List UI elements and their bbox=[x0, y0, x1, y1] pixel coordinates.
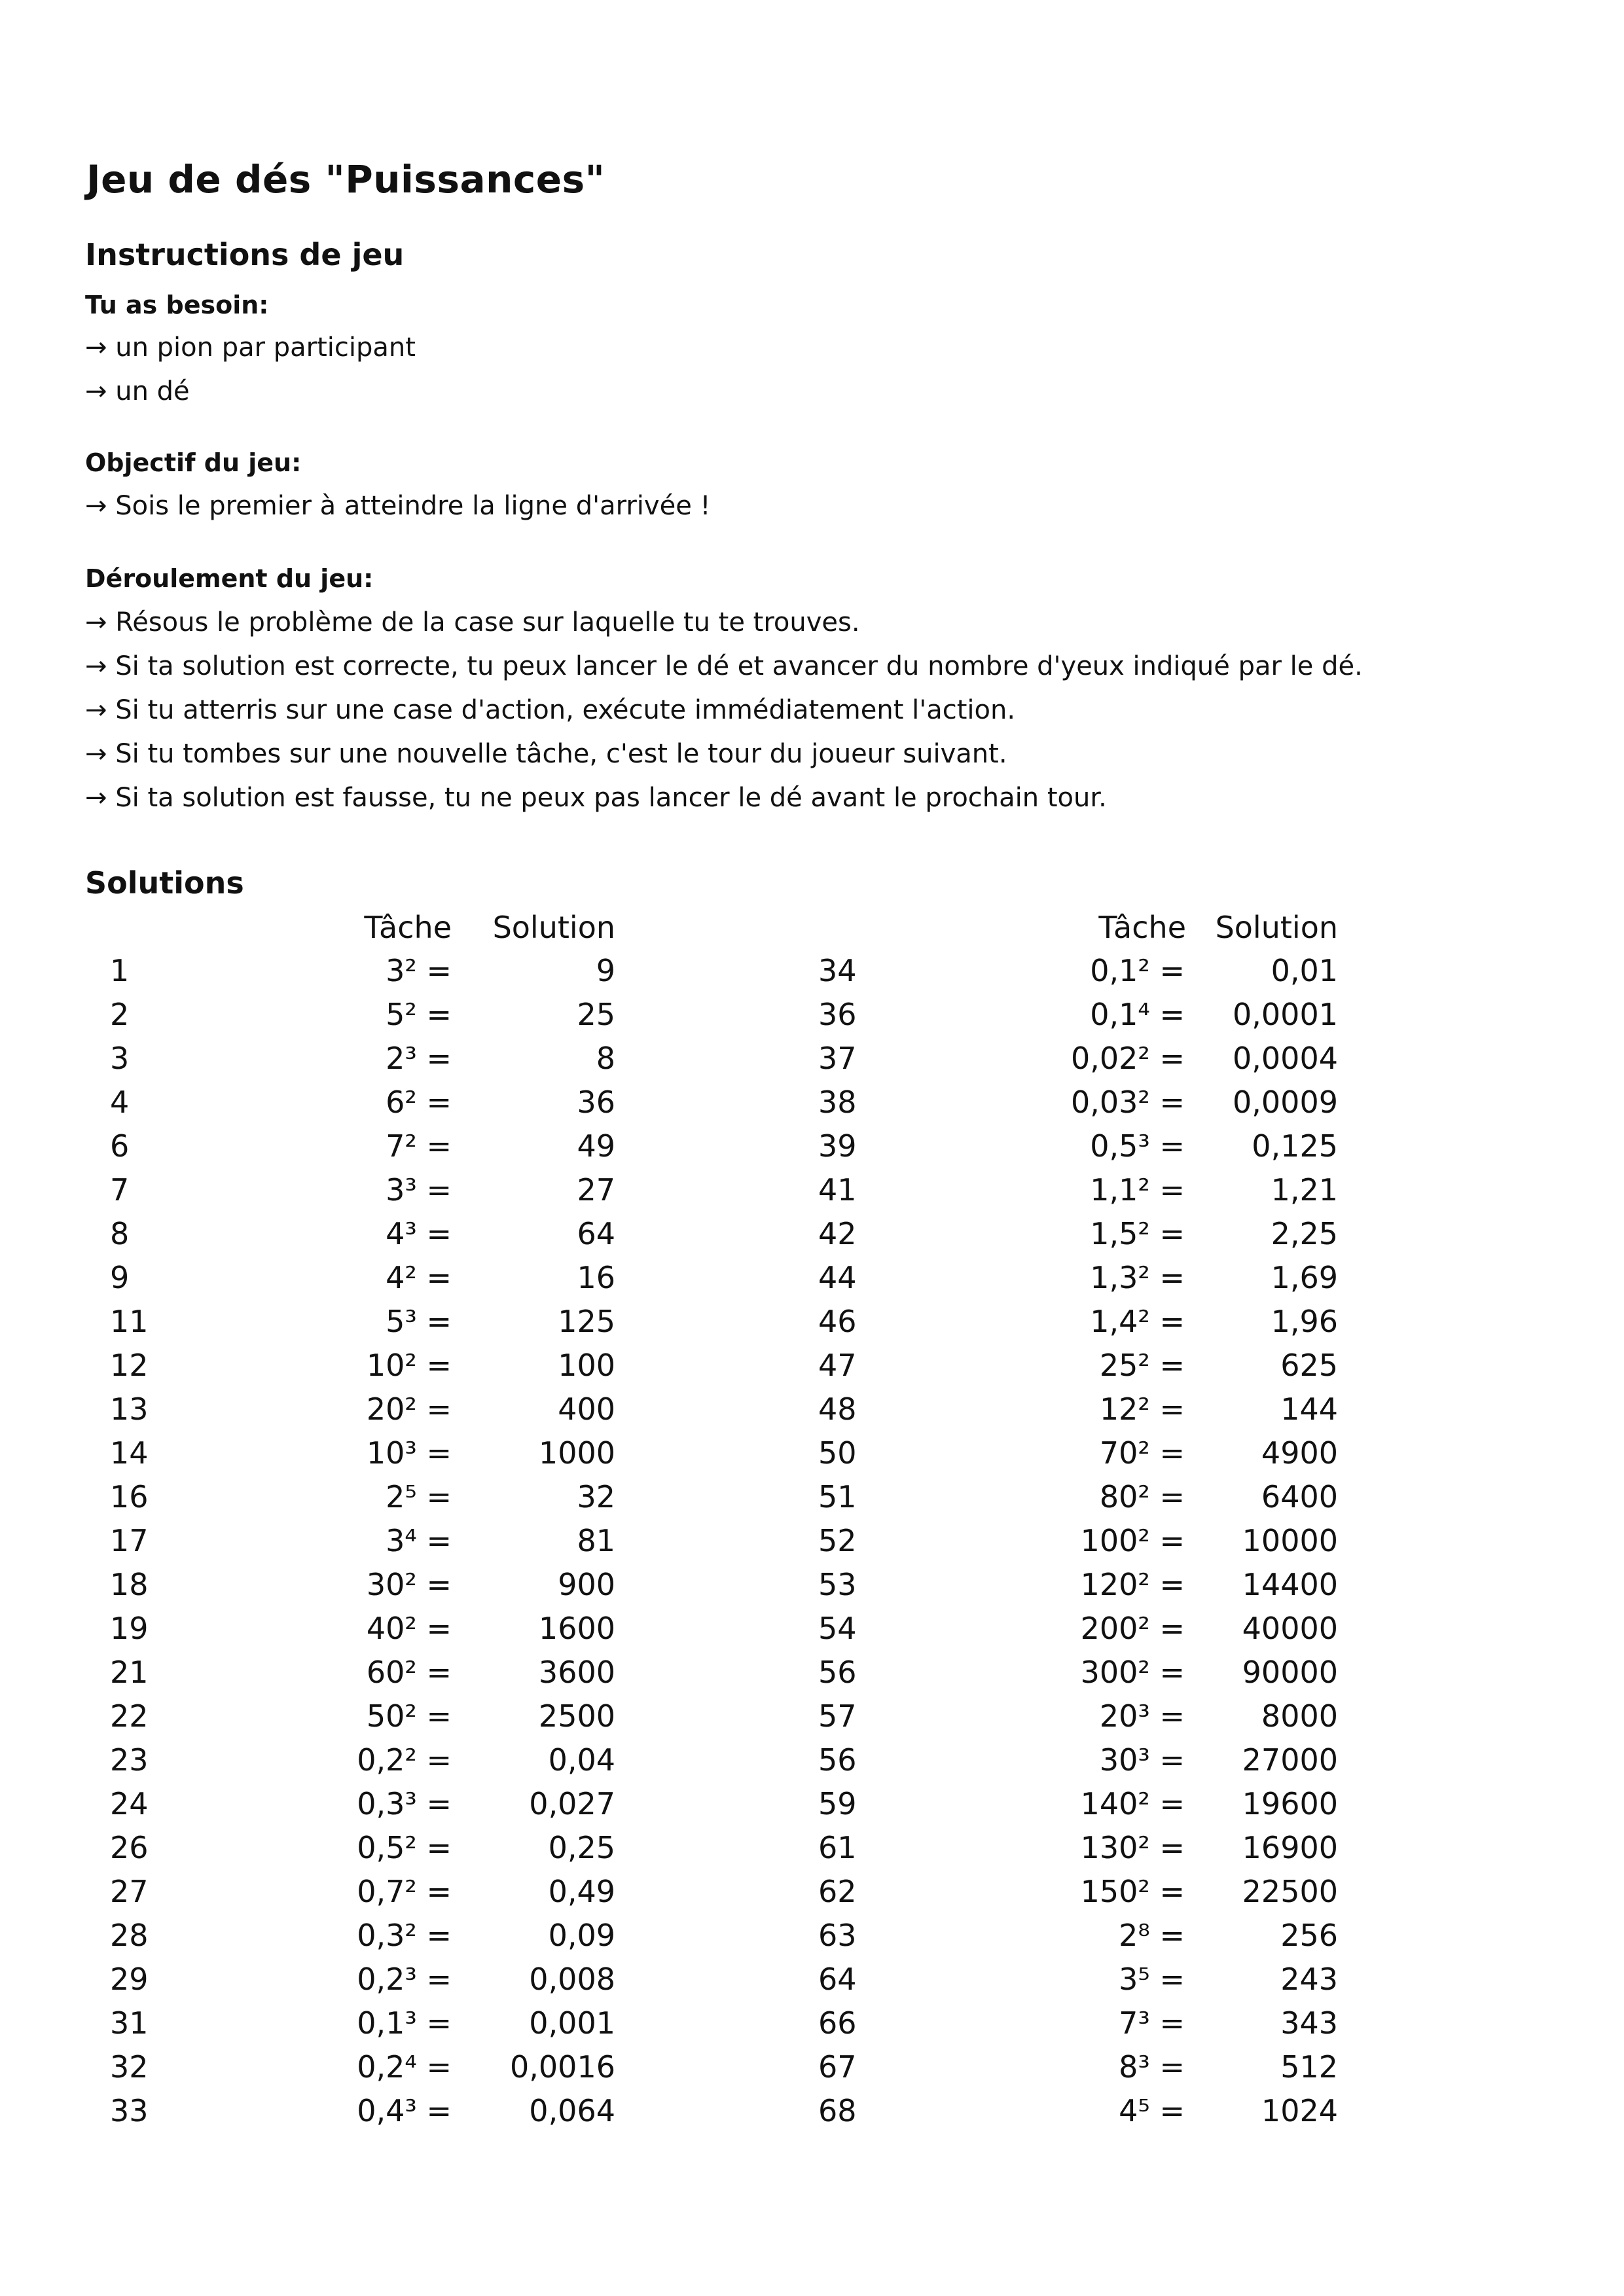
task-expression: 0,3² = bbox=[357, 1918, 452, 1953]
solution-column-header: Solution bbox=[492, 910, 615, 945]
task-solution: 2500 bbox=[538, 1698, 615, 1734]
task-solution: 0,0001 bbox=[1233, 997, 1338, 1032]
task-solution: 19600 bbox=[1242, 1786, 1338, 1821]
task-expression: 6² = bbox=[386, 1085, 452, 1120]
task-expression: 25² = bbox=[1099, 1348, 1185, 1383]
task-solution: 8 bbox=[596, 1041, 615, 1076]
task-solution: 1,21 bbox=[1271, 1172, 1338, 1208]
task-solution: 1024 bbox=[1261, 2093, 1338, 2128]
task-expression: 0,5³ = bbox=[1090, 1128, 1185, 1164]
task-solution: 0,0016 bbox=[510, 2049, 615, 2085]
task-solution: 10000 bbox=[1242, 1523, 1338, 1558]
task-number: 42 bbox=[818, 1216, 857, 1251]
task-number: 63 bbox=[818, 1918, 857, 1953]
task-solution: 27 bbox=[577, 1172, 615, 1208]
task-expression: 5³ = bbox=[386, 1304, 452, 1339]
task-number: 44 bbox=[818, 1260, 857, 1295]
task-expression: 2⁸ = bbox=[1119, 1918, 1185, 1953]
task-solution: 1,96 bbox=[1271, 1304, 1338, 1339]
task-expression: 100² = bbox=[1080, 1523, 1185, 1558]
task-solution: 0,064 bbox=[529, 2093, 615, 2128]
task-number: 32 bbox=[110, 2049, 149, 2085]
task-solution: 8000 bbox=[1261, 1698, 1338, 1734]
task-expression: 0,2³ = bbox=[357, 1962, 452, 1997]
task-solution: 1000 bbox=[538, 1435, 615, 1471]
task-solution: 0,25 bbox=[548, 1830, 615, 1865]
task-expression: 2⁵ = bbox=[386, 1479, 452, 1515]
task-expression: 0,7² = bbox=[357, 1874, 452, 1909]
task-expression: 5² = bbox=[386, 997, 452, 1032]
task-solution: 900 bbox=[558, 1567, 615, 1602]
task-expression: 3³ = bbox=[386, 1172, 452, 1208]
task-number: 24 bbox=[110, 1786, 149, 1821]
task-solution: 22500 bbox=[1242, 1874, 1338, 1909]
task-number: 9 bbox=[110, 1260, 130, 1295]
task-solution: 125 bbox=[558, 1304, 615, 1339]
task-number: 53 bbox=[818, 1567, 857, 1602]
task-expression: 7² = bbox=[386, 1128, 452, 1164]
task-column-header: Tâche bbox=[364, 910, 452, 945]
task-number: 11 bbox=[110, 1304, 149, 1339]
task-number: 28 bbox=[110, 1918, 149, 1953]
task-solution: 16900 bbox=[1242, 1830, 1338, 1865]
task-expression: 4² = bbox=[386, 1260, 452, 1295]
task-column-header: Tâche bbox=[1098, 910, 1186, 945]
task-solution: 1600 bbox=[538, 1611, 615, 1646]
task-number: 61 bbox=[818, 1830, 857, 1865]
task-solution: 14400 bbox=[1242, 1567, 1338, 1602]
task-number: 1 bbox=[110, 953, 130, 988]
task-solution: 4900 bbox=[1261, 1435, 1338, 1471]
task-expression: 12² = bbox=[1099, 1391, 1185, 1427]
task-solution: 0,04 bbox=[548, 1742, 615, 1778]
task-number: 26 bbox=[110, 1830, 149, 1865]
task-expression: 10³ = bbox=[366, 1435, 452, 1471]
task-expression: 50² = bbox=[366, 1698, 452, 1734]
task-solution: 100 bbox=[558, 1348, 615, 1383]
task-solution: 0,49 bbox=[548, 1874, 615, 1909]
task-solution: 343 bbox=[1280, 2005, 1338, 2041]
task-number: 57 bbox=[818, 1698, 857, 1734]
flow-item: → Si ta solution est correcte, tu peux lancer le dé et avancer du nombre d'yeux indiqué par le dé. bbox=[85, 651, 1363, 681]
task-expression: 3⁵ = bbox=[1119, 1962, 1185, 1997]
flow-item: → Si tu atterris sur une case d'action, exécute immédiatement l'action. bbox=[85, 695, 1016, 725]
task-number: 14 bbox=[110, 1435, 149, 1471]
task-solution: 81 bbox=[577, 1523, 615, 1558]
task-expression: 0,2² = bbox=[357, 1742, 452, 1778]
task-solution: 0,0004 bbox=[1233, 1041, 1338, 1076]
task-solution: 2,25 bbox=[1271, 1216, 1338, 1251]
task-solution: 40000 bbox=[1242, 1611, 1338, 1646]
task-number: 6 bbox=[110, 1128, 130, 1164]
task-expression: 0,02² = bbox=[1070, 1041, 1185, 1076]
task-solution: 0,001 bbox=[529, 2005, 615, 2041]
task-expression: 0,03² = bbox=[1070, 1085, 1185, 1120]
task-number: 59 bbox=[818, 1786, 857, 1821]
task-solution: 64 bbox=[577, 1216, 615, 1251]
task-number: 56 bbox=[818, 1655, 857, 1690]
task-expression: 140² = bbox=[1080, 1786, 1185, 1821]
task-number: 31 bbox=[110, 2005, 149, 2041]
task-expression: 1,1² = bbox=[1090, 1172, 1185, 1208]
task-solution: 49 bbox=[577, 1128, 615, 1164]
task-solution: 0,09 bbox=[548, 1918, 615, 1953]
task-expression: 1,3² = bbox=[1090, 1260, 1185, 1295]
task-expression: 0,1³ = bbox=[357, 2005, 452, 2041]
task-number: 19 bbox=[110, 1611, 149, 1646]
solution-column-header: Solution bbox=[1215, 910, 1338, 945]
goal-heading: Objectif du jeu: bbox=[85, 448, 302, 477]
task-number: 12 bbox=[110, 1348, 149, 1383]
task-number: 36 bbox=[818, 997, 857, 1032]
task-expression: 1,4² = bbox=[1090, 1304, 1185, 1339]
task-expression: 0,1² = bbox=[1090, 953, 1185, 988]
flow-item: → Si tu tombes sur une nouvelle tâche, c'est le tour du joueur suivant. bbox=[85, 739, 1007, 769]
task-expression: 300² = bbox=[1080, 1655, 1185, 1690]
task-solution: 0,0009 bbox=[1233, 1085, 1338, 1120]
task-number: 54 bbox=[818, 1611, 857, 1646]
task-expression: 60² = bbox=[366, 1655, 452, 1690]
task-number: 16 bbox=[110, 1479, 149, 1515]
needs-item: → un pion par participant bbox=[85, 332, 416, 363]
task-solution: 1,69 bbox=[1271, 1260, 1338, 1295]
solutions-heading: Solutions bbox=[85, 865, 244, 901]
task-number: 48 bbox=[818, 1391, 857, 1427]
task-solution: 90000 bbox=[1242, 1655, 1338, 1690]
task-expression: 8³ = bbox=[1119, 2049, 1185, 2085]
flow-item: → Si ta solution est fausse, tu ne peux pas lancer le dé avant le prochain tour. bbox=[85, 783, 1107, 813]
task-number: 21 bbox=[110, 1655, 149, 1690]
task-solution: 400 bbox=[558, 1391, 615, 1427]
task-number: 46 bbox=[818, 1304, 857, 1339]
task-solution: 16 bbox=[577, 1260, 615, 1295]
task-number: 8 bbox=[110, 1216, 130, 1251]
task-number: 67 bbox=[818, 2049, 857, 2085]
task-solution: 0,027 bbox=[529, 1786, 615, 1821]
task-expression: 0,2⁴ = bbox=[357, 2049, 452, 2085]
task-expression: 3² = bbox=[386, 953, 452, 988]
task-expression: 0,5² = bbox=[357, 1830, 452, 1865]
task-number: 2 bbox=[110, 997, 130, 1032]
page-title: Jeu de dés "Puissances" bbox=[86, 157, 605, 202]
task-number: 27 bbox=[110, 1874, 149, 1909]
task-expression: 130² = bbox=[1080, 1830, 1185, 1865]
task-number: 13 bbox=[110, 1391, 149, 1427]
needs-heading: Tu as besoin: bbox=[85, 291, 269, 319]
task-number: 18 bbox=[110, 1567, 149, 1602]
task-number: 56 bbox=[818, 1742, 857, 1778]
task-number: 47 bbox=[818, 1348, 857, 1383]
task-expression: 0,4³ = bbox=[357, 2093, 452, 2128]
task-solution: 256 bbox=[1280, 1918, 1338, 1953]
task-number: 7 bbox=[110, 1172, 130, 1208]
task-number: 62 bbox=[818, 1874, 857, 1909]
task-solution: 32 bbox=[577, 1479, 615, 1515]
task-number: 39 bbox=[818, 1128, 857, 1164]
task-number: 37 bbox=[818, 1041, 857, 1076]
task-number: 64 bbox=[818, 1962, 857, 1997]
task-expression: 20³ = bbox=[1099, 1698, 1185, 1734]
task-expression: 4³ = bbox=[386, 1216, 452, 1251]
task-expression: 1,5² = bbox=[1090, 1216, 1185, 1251]
task-expression: 0,3³ = bbox=[357, 1786, 452, 1821]
task-number: 17 bbox=[110, 1523, 149, 1558]
task-solution: 625 bbox=[1280, 1348, 1338, 1383]
task-expression: 10² = bbox=[366, 1348, 452, 1383]
task-expression: 80² = bbox=[1099, 1479, 1185, 1515]
task-solution: 25 bbox=[577, 997, 615, 1032]
task-number: 52 bbox=[818, 1523, 857, 1558]
task-number: 68 bbox=[818, 2093, 857, 2128]
task-expression: 40² = bbox=[366, 1611, 452, 1646]
task-expression: 0,1⁴ = bbox=[1090, 997, 1185, 1032]
task-expression: 4⁵ = bbox=[1119, 2093, 1185, 2128]
task-expression: 200² = bbox=[1080, 1611, 1185, 1646]
task-solution: 0,01 bbox=[1271, 953, 1338, 988]
task-number: 34 bbox=[818, 953, 857, 988]
task-solution: 9 bbox=[596, 953, 615, 988]
task-expression: 3⁴ = bbox=[386, 1523, 452, 1558]
task-number: 23 bbox=[110, 1742, 149, 1778]
task-expression: 30³ = bbox=[1099, 1742, 1185, 1778]
flow-heading: Déroulement du jeu: bbox=[85, 564, 374, 593]
task-expression: 7³ = bbox=[1119, 2005, 1185, 2041]
task-expression: 20² = bbox=[366, 1391, 452, 1427]
task-solution: 27000 bbox=[1242, 1742, 1338, 1778]
task-number: 50 bbox=[818, 1435, 857, 1471]
task-solution: 3600 bbox=[538, 1655, 615, 1690]
task-solution: 512 bbox=[1280, 2049, 1338, 2085]
flow-item: → Résous le problème de la case sur laquelle tu te trouves. bbox=[85, 607, 860, 637]
task-number: 33 bbox=[110, 2093, 149, 2128]
task-expression: 150² = bbox=[1080, 1874, 1185, 1909]
task-expression: 70² = bbox=[1099, 1435, 1185, 1471]
task-number: 22 bbox=[110, 1698, 149, 1734]
task-number: 66 bbox=[818, 2005, 857, 2041]
task-number: 38 bbox=[818, 1085, 857, 1120]
task-number: 3 bbox=[110, 1041, 130, 1076]
task-expression: 120² = bbox=[1080, 1567, 1185, 1602]
task-solution: 243 bbox=[1280, 1962, 1338, 1997]
task-solution: 6400 bbox=[1261, 1479, 1338, 1515]
task-expression: 2³ = bbox=[386, 1041, 452, 1076]
task-number: 51 bbox=[818, 1479, 857, 1515]
task-number: 41 bbox=[818, 1172, 857, 1208]
task-number: 4 bbox=[110, 1085, 130, 1120]
task-solution: 0,008 bbox=[529, 1962, 615, 1997]
task-expression: 30² = bbox=[366, 1567, 452, 1602]
instructions-heading: Instructions de jeu bbox=[85, 237, 405, 272]
task-number: 29 bbox=[110, 1962, 149, 1997]
task-solution: 36 bbox=[577, 1085, 615, 1120]
goal-item: → Sois le premier à atteindre la ligne d'arrivée ! bbox=[85, 491, 711, 521]
needs-item: → un dé bbox=[85, 376, 190, 406]
task-solution: 0,125 bbox=[1252, 1128, 1338, 1164]
task-solution: 144 bbox=[1280, 1391, 1338, 1427]
